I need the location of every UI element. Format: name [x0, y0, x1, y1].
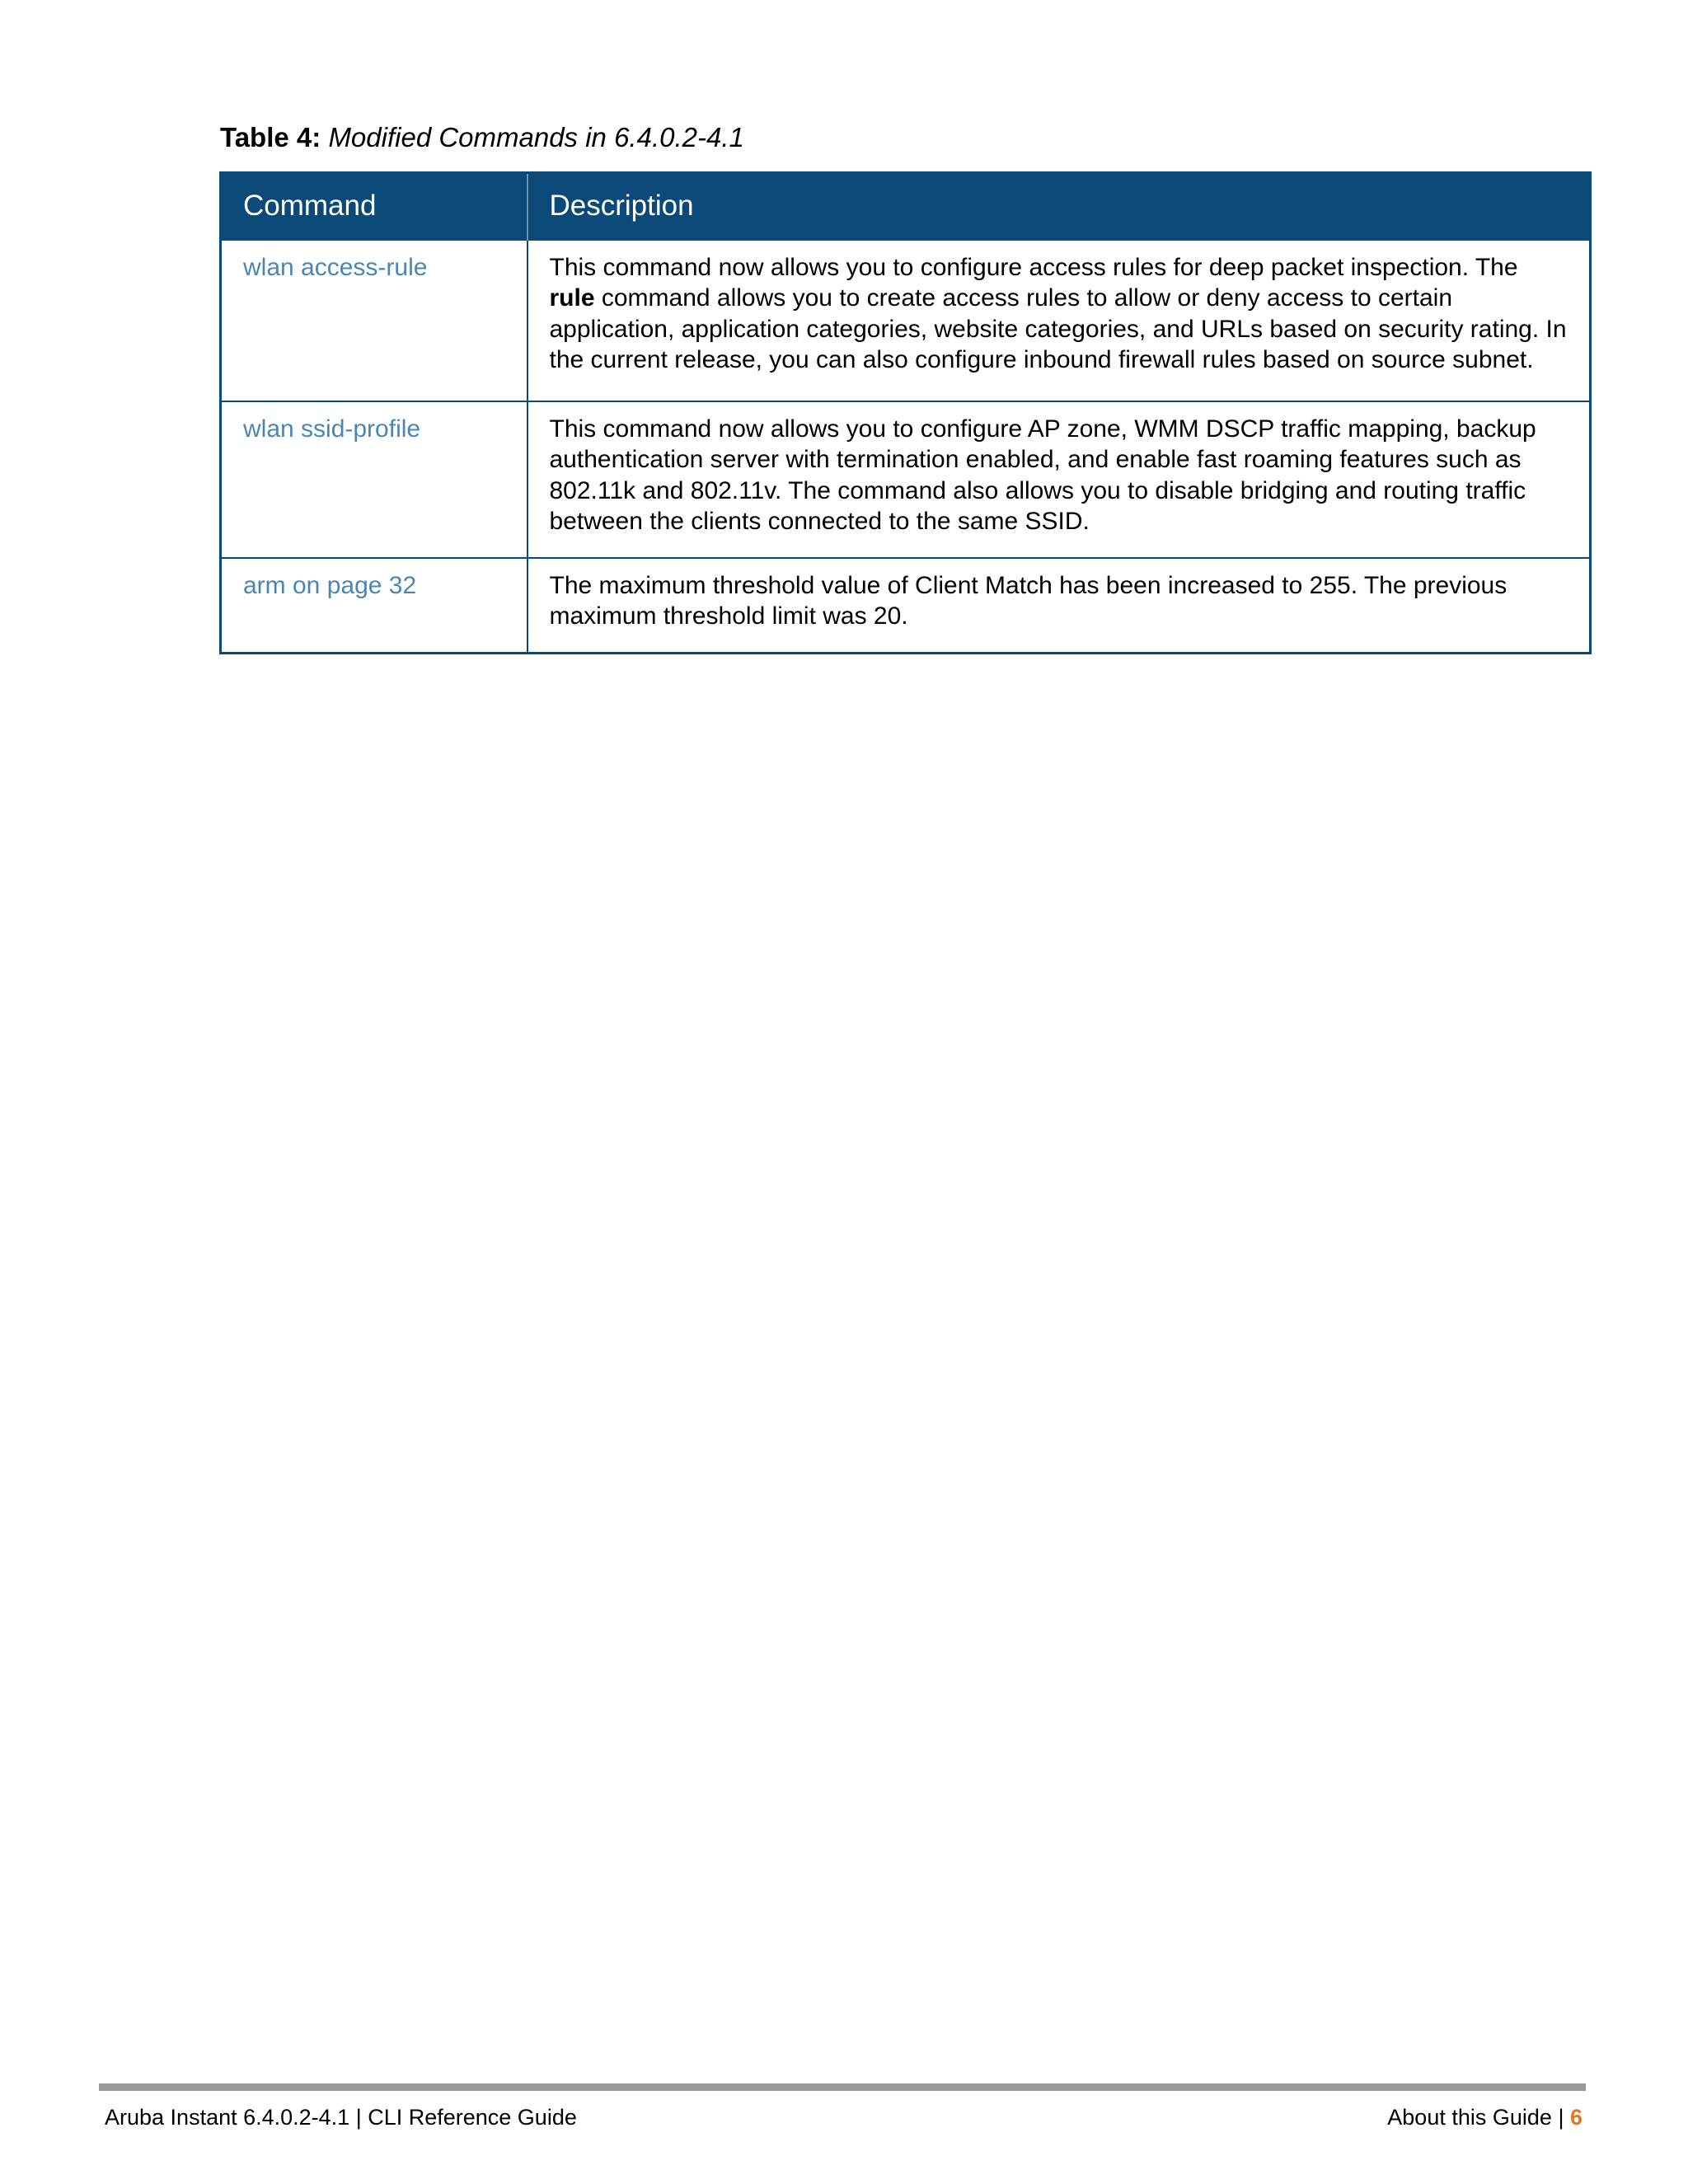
command-link-wlan-access-rule[interactable]: wlan access-rule: [221, 240, 528, 401]
table-caption: [220, 120, 744, 156]
footer-section-title: About this Guide: [1387, 2105, 1552, 2130]
table-row: [221, 240, 1591, 401]
description-text: This command now allows you to configure access rules for deep packet inspection. The: [549, 253, 1518, 281]
command-description: This command now allows you to configure AP zone, WMM DSCP traffic mapping, backup authentication server with termination enabled, and enable fast roaming features such as 802.11k and 802.11v. The command also allows you to disable bridging and routing traffic between the clients connected to the same SSID.: [528, 401, 1591, 558]
table-row: [221, 401, 1591, 558]
table-row: [221, 558, 1591, 654]
footer-document-title: Aruba Instant 6.4.0.2-4.1 | CLI Reference Guide: [105, 2105, 577, 2130]
command-link-wlan-ssid-profile[interactable]: wlan ssid-profile: [221, 401, 528, 558]
table-header-row: [221, 173, 1591, 240]
table-caption-text: Modified Commands in 6.4.0.2-4.1: [328, 122, 744, 152]
page-number: 6: [1569, 2105, 1582, 2130]
command-link-arm[interactable]: arm on page 32: [221, 558, 528, 654]
footer-page-info: [1387, 2103, 1582, 2131]
column-header-command: Command: [221, 173, 528, 240]
footer-separator: |: [1558, 2105, 1564, 2130]
command-description: The maximum threshold value of Client Match has been increased to 255. The previous maximum threshold limit was 20.: [528, 558, 1591, 654]
column-header-description: Description: [528, 173, 1591, 240]
modified-commands-table: [219, 171, 1592, 654]
table-caption-label: Table 4:: [220, 122, 321, 152]
footer-divider: [99, 2083, 1586, 2091]
description-text: command allows you to create access rules to allow or deny access to certain application, application categories, website categories, and URLs based on security rating. In the current release, you can also configure inbound firewall rules based on source subnet.: [549, 284, 1567, 373]
description-bold-term: rule: [549, 284, 595, 312]
command-description: [528, 240, 1591, 401]
